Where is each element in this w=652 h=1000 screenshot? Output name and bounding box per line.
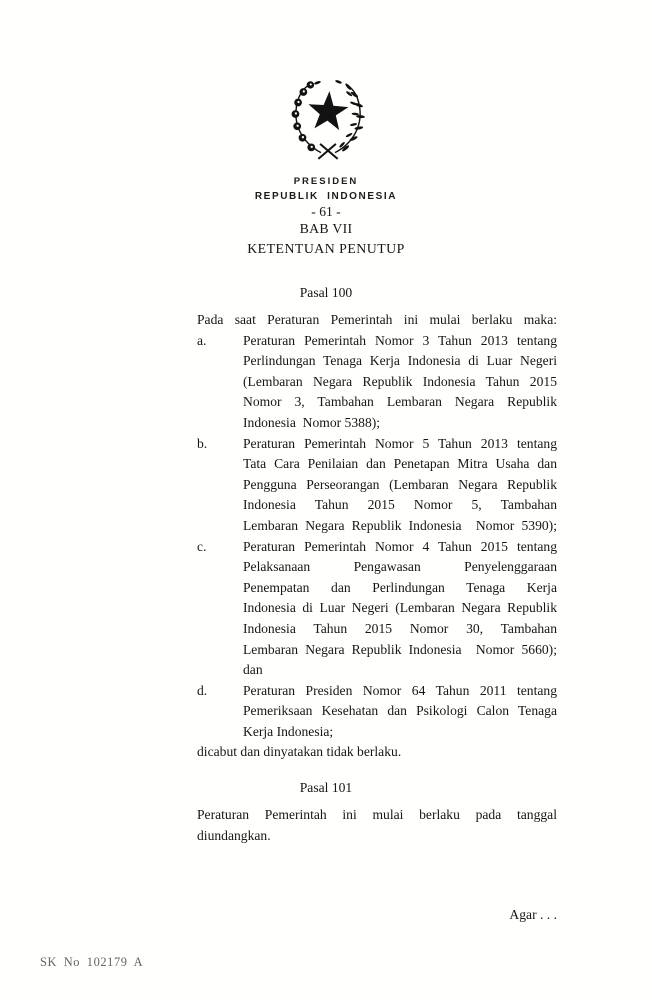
article-body-pasal-101 <box>197 805 557 846</box>
list-line: (Lembaran Negara Republik Indonesia Tahun 2015 <box>243 373 557 389</box>
wreath-left-cotton-icon <box>292 80 322 152</box>
chapter-heading: BAB VII <box>299 221 353 236</box>
page-number: - 61 - <box>311 204 341 219</box>
list-line: Penempatan dan Perlindungan Tenaga Kerja <box>243 579 557 595</box>
paragraph-line: diundangkan. <box>197 827 271 843</box>
wreath-right-rice-icon <box>335 79 365 152</box>
list-item <box>197 434 557 537</box>
list-item-lines <box>243 331 557 434</box>
list-marker: c. <box>197 538 207 554</box>
paragraph-line: Peraturan Pemerintah ini mulai berlaku pada tanggal <box>197 807 557 822</box>
institution-name-line2: REPUBLIK INDONESIA <box>254 191 398 202</box>
list-item <box>197 681 557 743</box>
list-line: Peraturan Pemerintah Nomor 5 Tahun 2013 tentang <box>243 435 557 451</box>
list-line: Indonesia Tahun 2015 Nomor 5, Tambahan <box>243 497 557 513</box>
list-line: Pengguna Perseorangan (Lembaran Negara Republik <box>243 476 557 492</box>
continuation-mark: Agar . . . <box>509 907 557 922</box>
list-item-lines <box>243 681 557 743</box>
list-line: Kerja Indonesia; <box>243 723 334 739</box>
chapter-title: KETENTUAN PENUTUP <box>247 241 405 256</box>
list-line: Perlindungan Tenaga Kerja Indonesia di Luar Negeri <box>243 353 557 369</box>
list-item <box>197 537 557 681</box>
list-marker: a. <box>197 332 207 348</box>
wreath-stems-icon <box>318 144 337 159</box>
list-line: Pelaksanaan Pengawasan Penyelenggaraan <box>243 559 557 575</box>
pasal100-list <box>197 331 557 743</box>
list-line: Peraturan Pemerintah Nomor 3 Tahun 2013 tentang <box>243 332 557 348</box>
list-line: Lembaran Negara Republik Indonesia Nomor 5660); <box>243 641 557 657</box>
list-marker: d. <box>197 682 208 698</box>
list-line: Indonesia di Luar Negeri (Lembaran Negara Republik <box>243 600 557 616</box>
list-line: Tata Cara Penilaian dan Penetapan Mitra Usaha dan <box>243 456 557 472</box>
list-line: Lembaran Negara Republik Indonesia Nomor 5390); <box>243 517 557 533</box>
article-body-pasal-100 <box>197 310 557 763</box>
list-item <box>197 331 557 434</box>
list-line: Nomor 3, Tambahan Lembaran Negara Republik <box>243 394 557 410</box>
list-item-lines <box>243 434 557 537</box>
closing-line: dicabut dan dinyatakan tidak berlaku. <box>197 744 402 760</box>
article-title-pasal-101: Pasal 101 <box>299 780 353 795</box>
document-code-footer: SK No 102179 A <box>40 955 144 969</box>
list-marker: b. <box>197 435 208 451</box>
list-line: Indonesia Nomor 5388); <box>243 414 381 430</box>
list-line: Peraturan Pemerintah Nomor 4 Tahun 2015 tentang <box>243 538 557 554</box>
list-line: Pemeriksaan Kesehatan dan Psikologi Calon Tenaga <box>243 703 557 719</box>
article-title-pasal-100: Pasal 100 <box>299 285 353 300</box>
list-line: Indonesia Tahun 2015 Nomor 30, Tambahan <box>243 620 557 636</box>
star-icon <box>307 90 350 131</box>
list-line: dan <box>243 662 263 678</box>
list-line: Peraturan Presiden Nomor 64 Tahun 2011 tentang <box>243 682 557 698</box>
list-item-lines <box>243 537 557 681</box>
presidential-emblem <box>284 76 372 166</box>
article-intro-line: Pada saat Peraturan Pemerintah ini mulai berlaku maka: <box>197 312 557 327</box>
institution-name-line1: PRESIDEN <box>293 176 359 187</box>
